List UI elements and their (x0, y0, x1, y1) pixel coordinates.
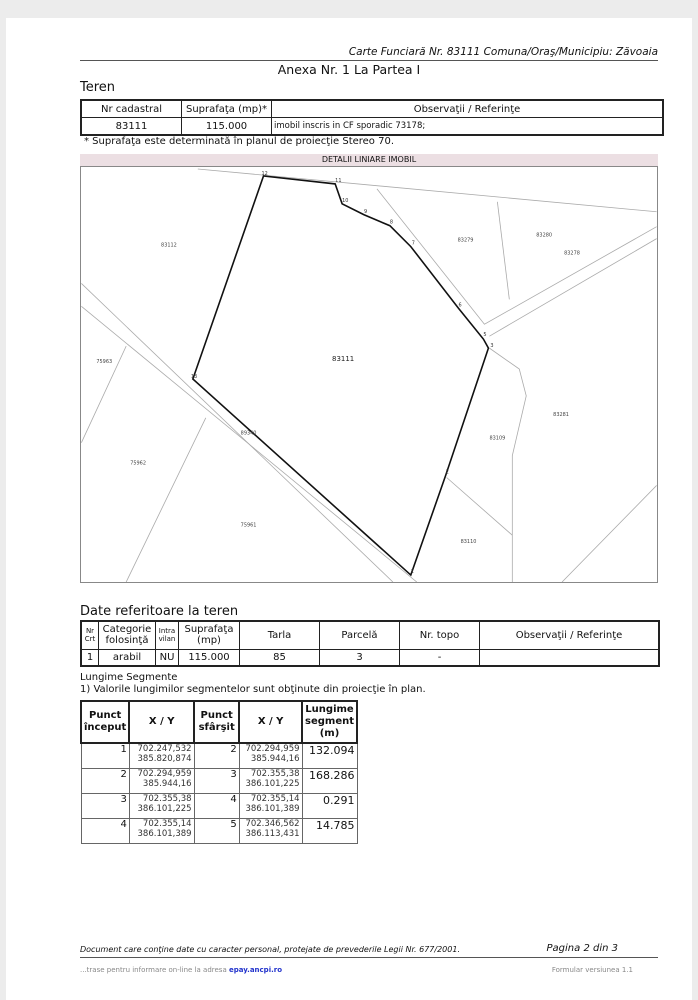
cell: 3 (320, 649, 400, 666)
date-teren-title: Date referitoare la teren (80, 604, 239, 619)
end-point: 2 (194, 743, 239, 769)
y: 385.944,16 (142, 779, 192, 789)
end-xy (239, 769, 302, 794)
th: X / Y (239, 701, 302, 743)
date-teren-table (80, 620, 660, 667)
segment-length: 132.094 (302, 743, 357, 769)
x: 702.355,14 (250, 794, 300, 804)
vertex-label: 3 (490, 343, 494, 350)
segment-length: 14.785 (302, 819, 357, 844)
page-number: Pagina 2 din 3 (546, 943, 618, 954)
segment-row (81, 769, 357, 794)
parcel-boundary (497, 202, 509, 300)
x: 702.346,562 (245, 819, 300, 829)
lungime-title: Lungime Segmente (80, 672, 178, 683)
th: Categorie folosinţă (99, 621, 156, 649)
x: 702.294,959 (137, 769, 192, 779)
x: 702.355,38 (250, 769, 300, 779)
end-point: 4 (194, 794, 239, 819)
segment-row (81, 743, 357, 769)
th: Suprafaţa (mp)* (182, 100, 272, 118)
vertex-label: 7 (411, 240, 415, 247)
th: Suprafaţa (mp) (179, 621, 240, 649)
th: Observaţii / Referinţe (272, 100, 664, 118)
cell: arabil (99, 649, 156, 666)
th: Punct început (81, 701, 129, 743)
x: 702.247,532 (137, 744, 192, 754)
cell: 115.000 (179, 649, 240, 666)
parcel-label: 83110 (460, 539, 477, 546)
end-xy (239, 819, 302, 844)
parcel-label: 89340 (240, 430, 257, 437)
parcel-label: 75963 (96, 359, 113, 366)
y: 385.820,874 (137, 754, 192, 764)
parcel-boundary (489, 348, 526, 582)
start-xy (129, 769, 194, 794)
cf-header: Carte Funciară Nr. 83111 Comuna/Oraş/Municipiu: Zăvoaia (80, 46, 658, 61)
footer-legal (80, 945, 658, 958)
parcel-boundary (126, 418, 206, 582)
y: 386.101,389 (137, 829, 192, 839)
vertex-label: 6 (458, 302, 462, 309)
y: 385.944,16 (250, 754, 300, 764)
parcel-label: 83280 (536, 232, 553, 239)
y: 386.101,225 (137, 804, 192, 814)
cell: imobil inscris in CF sporadic 73178; (272, 118, 664, 136)
teren-table (80, 99, 664, 136)
th: X / Y (129, 701, 194, 743)
cell: 1 (81, 649, 99, 666)
teren-note: * Suprafaţa este determinată în planul de proiecţie Stereo 70. (84, 136, 395, 147)
parcel-label: 83281 (553, 411, 569, 418)
y: 386.101,389 (245, 804, 300, 814)
y: 386.113,431 (245, 829, 300, 839)
online-text: ...trase pentru informare on-line la adresa (80, 966, 227, 974)
vertex-label: 5 (483, 332, 487, 339)
vertex-label: 9 (364, 208, 368, 215)
parcel-boundary (562, 485, 657, 582)
th: Observaţii / Referinţe (480, 621, 660, 649)
parcel-boundary (447, 478, 513, 536)
cell (480, 649, 660, 666)
cell: 115.000 (182, 118, 272, 136)
vertex-label: 1 (410, 569, 414, 576)
th: Intra vilan (156, 621, 179, 649)
x: 702.294,959 (245, 744, 300, 754)
cell: NU (156, 649, 179, 666)
map-band-title: DETALII LINIARE IMOBIL (80, 154, 658, 166)
segments-table (80, 700, 358, 844)
vertex-label: 8 (389, 219, 394, 226)
end-point: 5 (194, 819, 239, 844)
start-xy (129, 819, 194, 844)
vertex-label: 2 (445, 469, 449, 476)
road-edge (81, 283, 392, 582)
th: Tarla (240, 621, 320, 649)
parcel-label: 83279 (457, 237, 474, 244)
th: Punct sfârşit (194, 701, 239, 743)
annex-title: Anexa Nr. 1 La Partea I (277, 62, 421, 77)
cell: 83111 (81, 118, 182, 136)
start-point: 2 (81, 769, 129, 794)
epay-link[interactable]: epay.ancpi.ro (228, 966, 283, 974)
end-point: 3 (194, 769, 239, 794)
start-point: 1 (81, 743, 129, 769)
lungime-note: 1) Valorile lungimilor segmentelor sunt obţinute din proiecţie în plan. (80, 684, 426, 695)
start-xy (129, 743, 194, 769)
end-xy (239, 794, 302, 819)
parcel-label: 83278 (564, 250, 580, 257)
th: Lungime segment (m) (302, 701, 357, 743)
segment-row (81, 794, 357, 819)
parcel-label: 75961 (240, 522, 257, 529)
th: Nr cadastral (81, 100, 182, 118)
th: Nr Crt (81, 621, 99, 649)
legal-text: Document care conţine date cu caracter personal, protejate de prevederile Legii Nr. 677/2001. (80, 945, 460, 954)
footer-online (80, 966, 282, 974)
start-point: 3 (81, 794, 129, 819)
parcel-label: 83109 (489, 435, 506, 442)
segment-length: 0.291 (302, 794, 357, 819)
road-edge (81, 306, 416, 582)
parcel-label: 83112 (161, 242, 177, 249)
x: 702.355,14 (142, 819, 192, 829)
lungime-section (80, 672, 426, 696)
cell: - (400, 649, 480, 666)
th: Parcelă (320, 621, 400, 649)
segment-length: 168.286 (302, 769, 357, 794)
cadastral-map (80, 166, 658, 583)
x: 702.355,38 (142, 794, 192, 804)
th: Nr. topo (400, 621, 480, 649)
start-point: 4 (81, 819, 129, 844)
vertex-label: 11 (335, 177, 342, 184)
parcel-label: 83111 (332, 355, 355, 364)
form-version: Formular versiunea 1.1 (551, 966, 633, 974)
parcel-83111-outline (190, 176, 489, 575)
teren-title: Teren (80, 80, 116, 95)
end-xy (239, 743, 302, 769)
parcel-label: 75962 (130, 460, 147, 467)
vertex-label: 10 (342, 197, 349, 204)
segment-row (81, 819, 357, 844)
y: 386.101,225 (245, 779, 300, 789)
cell: 85 (240, 649, 320, 666)
start-xy (129, 794, 194, 819)
vertex-label: 13 (190, 373, 198, 380)
vertex-label: 12 (261, 170, 268, 177)
